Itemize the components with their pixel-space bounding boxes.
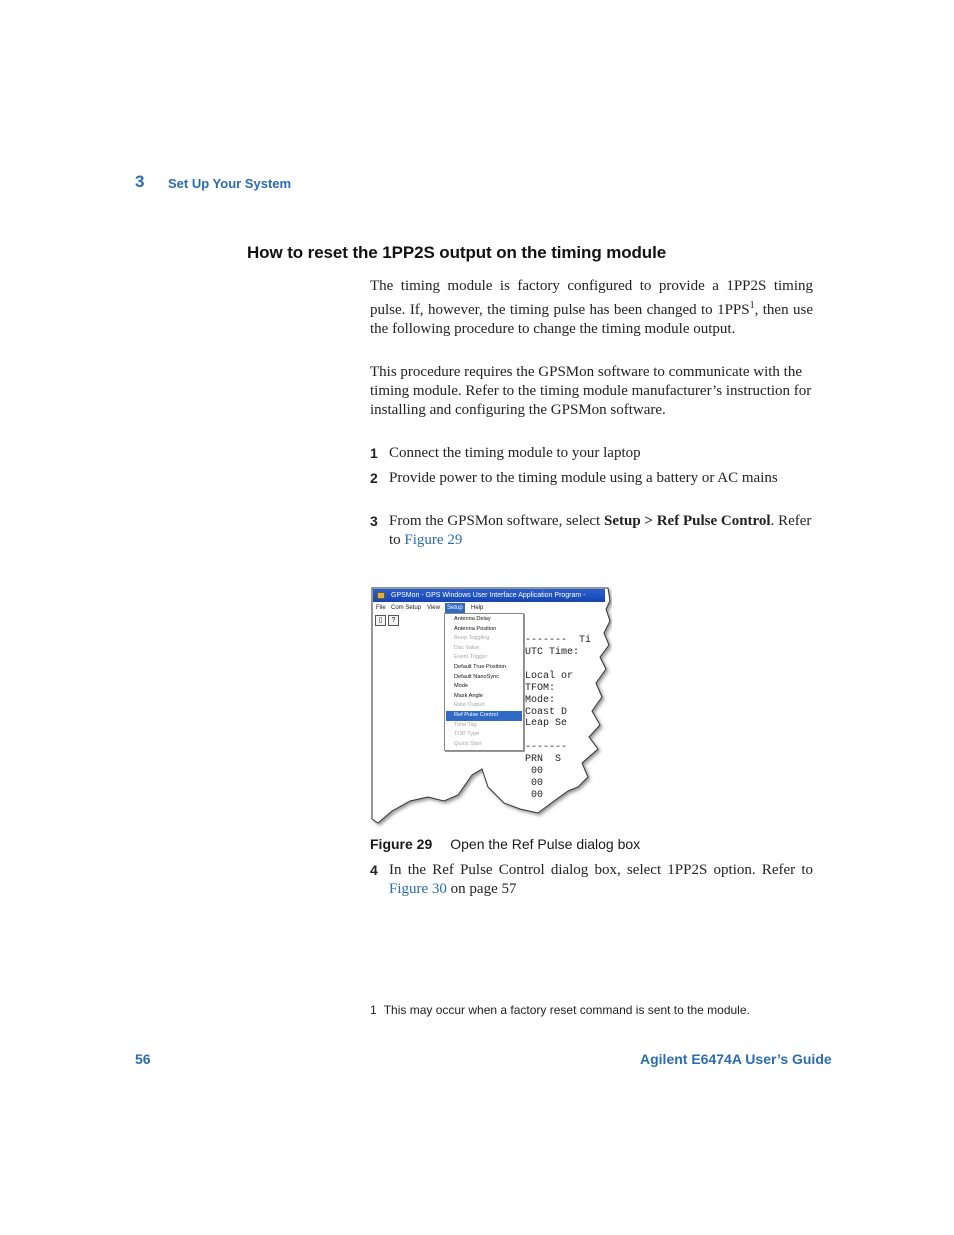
gpsmon-screenshot: [370, 587, 612, 829]
step-text-b: . Refer to: [389, 513, 812, 548]
menu-item-default-nanosync[interactable]: Default NanoSync: [454, 673, 500, 680]
help-cursor-icon[interactable]: ?: [388, 615, 399, 626]
menu-com-setup[interactable]: Com Setup: [391, 605, 422, 611]
menu-item-antenna-delay[interactable]: Antenna Delay: [454, 616, 491, 622]
menu-item-time-tag[interactable]: Time Tag: [454, 721, 477, 728]
window-title: GPSMon - GPS Windows User Interface Application Program -: [391, 592, 586, 599]
figure-label: Figure 29: [370, 836, 433, 852]
chapter-title: Set Up Your System: [168, 176, 292, 191]
menu-item-event-trigger[interactable]: Event Trigger: [454, 654, 488, 661]
console-line: -------: [525, 742, 568, 753]
console-line: PRN S: [525, 754, 562, 765]
console-line: 00: [525, 778, 544, 789]
footnote-number: 1: [370, 1003, 377, 1017]
step-text: [389, 861, 813, 899]
menu-item-quick-start[interactable]: Quick Start: [454, 740, 482, 747]
step-number: 1: [370, 445, 378, 461]
step-3: [370, 512, 813, 550]
step-text-a: In the Ref Pulse Control dialog box, select 1PP2S option. Refer to: [389, 862, 813, 878]
menu-item-ref-pulse-control[interactable]: Ref Pulse Control: [446, 711, 522, 721]
menu-item-tod-type[interactable]: TOD Type: [454, 731, 480, 738]
console-line: UTC Time:: [525, 647, 580, 658]
figure-caption-text: Open the Ref Pulse dialog box: [450, 836, 641, 852]
requirements-paragraph: This procedure requires the GPSMon software to communicate with the timing module. Refer to the timing module manufacturer’s instruction for installing and configuring the GPSMon software.: [370, 364, 812, 418]
step-2: [370, 469, 813, 488]
menu-item-dac-value[interactable]: Dac Value: [454, 644, 480, 651]
step-text: Connect the timing module to your laptop: [389, 445, 641, 461]
new-document-icon[interactable]: ▯: [375, 615, 386, 626]
menu-item-antenna-position[interactable]: Antenna Position: [454, 625, 497, 632]
section-heading: How to reset the 1PP2S output on the timing module: [247, 243, 667, 262]
app-icon: [377, 592, 385, 599]
menu-path: Setup > Ref Pulse Control: [603, 513, 771, 529]
figure-29-link[interactable]: Figure 29: [404, 532, 463, 548]
menu-file[interactable]: File: [376, 605, 386, 611]
console-line: 00: [525, 790, 544, 801]
menu-help[interactable]: Help: [471, 605, 484, 611]
page-number: 56: [135, 1051, 151, 1067]
step-text: [389, 512, 813, 550]
step-4: [370, 861, 813, 899]
menu-item-mode[interactable]: Mode: [454, 683, 468, 690]
footnote: [370, 1003, 750, 1017]
figure-30-link[interactable]: Figure 30: [389, 881, 447, 897]
console-line: ------- Ti: [525, 635, 592, 646]
console-line: Mode:: [525, 695, 556, 706]
menu-view[interactable]: View: [427, 605, 440, 611]
chapter-number: 3: [135, 172, 145, 191]
step-1: [370, 444, 813, 463]
step-text: Provide power to the timing module using a battery or AC mains: [389, 470, 778, 486]
console-line: 00: [525, 766, 544, 777]
step-text-a: From the GPSMon software, select: [389, 513, 604, 529]
step-number: 2: [370, 470, 378, 486]
figure-caption: [370, 836, 640, 852]
menu-item-mask-angle[interactable]: Mask Angle: [454, 692, 483, 699]
console-line: Local or: [525, 671, 574, 682]
footnote-text: This may occur when a factory reset command is sent to the module.: [383, 1003, 750, 1017]
guide-title: Agilent E6474A User’s Guide: [640, 1051, 832, 1067]
setup-dropdown-menu: [444, 613, 524, 751]
menu-setup[interactable]: Setup: [445, 603, 465, 614]
window-title-bar[interactable]: [373, 589, 605, 602]
menu-item-default-true-position[interactable]: Default True Position: [454, 664, 506, 670]
console-line: Leap Se: [525, 718, 568, 729]
footnote-marker[interactable]: 1: [749, 300, 755, 311]
console-line: Coast D: [525, 707, 568, 718]
menu-item-beep-toggling[interactable]: Beep Toggling: [454, 635, 490, 642]
step-number: 3: [370, 513, 378, 529]
console-line: TFOM:: [525, 683, 556, 694]
menu-item-rate-output[interactable]: Rate Output: [454, 702, 485, 709]
intro-text-b: , then use the following procedure to change the timing module output.: [370, 302, 813, 337]
step-text-b: on page 57: [446, 881, 517, 897]
intro-paragraph: [370, 277, 813, 339]
intro-text-a: The timing module is factory configured to provide a 1PP2S timing pulse. If, however, the timing pulse has been changed to 1PPS: [370, 278, 813, 318]
step-number: 4: [370, 862, 378, 878]
